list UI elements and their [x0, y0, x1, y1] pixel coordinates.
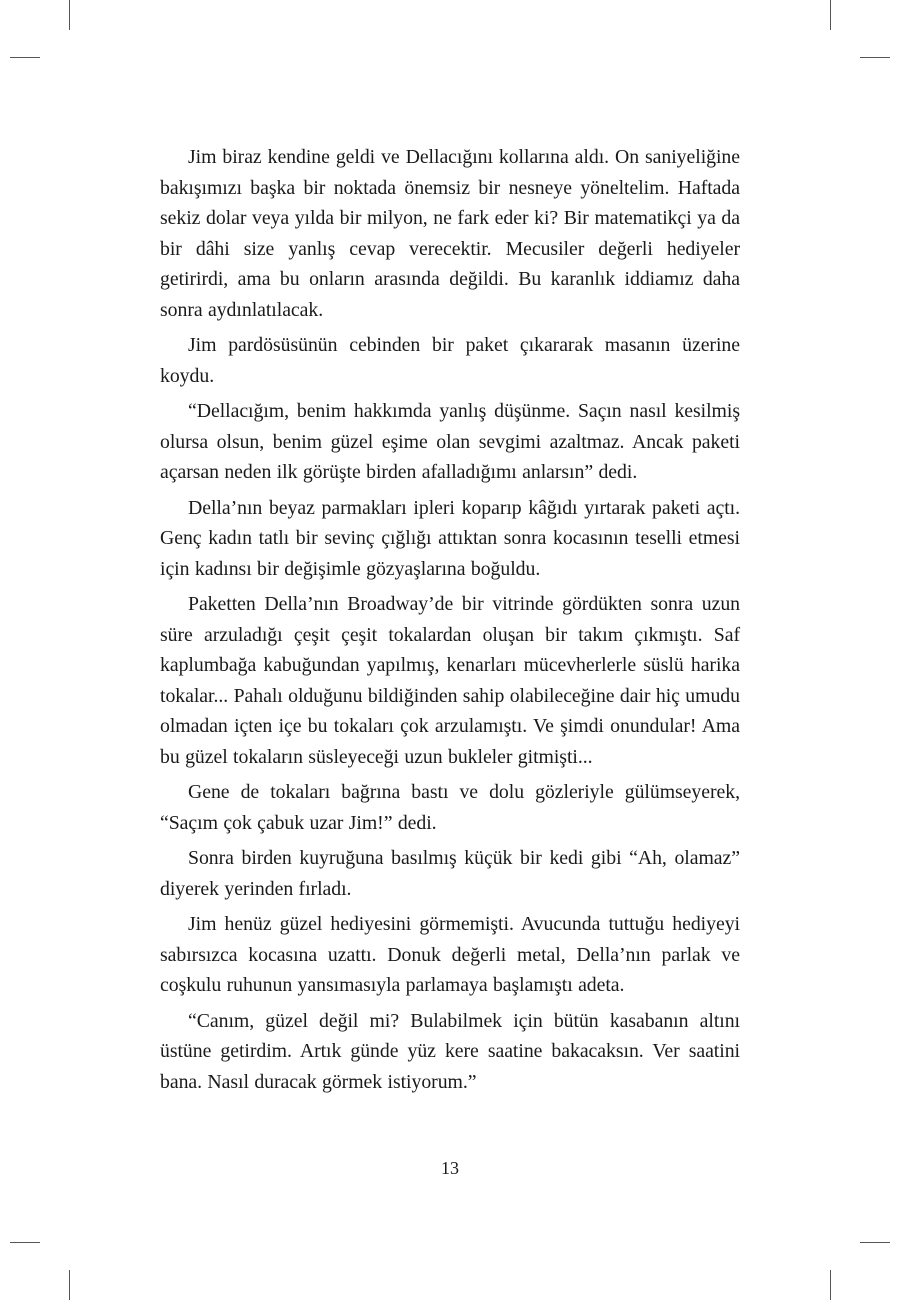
paragraph: Jim henüz güzel hediyesini görmemişti. Avucunda tuttuğu hediyeyi sabırsızca kocasına uzattı. Donuk değerli metal, Della’nın parlak ve coşkulu ruhunun yansımasıyla parlamaya başlamıştı adeta. — [160, 913, 740, 996]
crop-mark-left-bottom — [10, 1242, 40, 1243]
crop-mark-top-right — [830, 0, 831, 30]
crop-mark-left-top — [10, 57, 40, 58]
paragraph: Della’nın beyaz parmakları ipleri koparıp kâğıdı yırtarak paketi açtı. Genç kadın tatlı bir sevinç çığlığı attıktan sonra kocasının teselli etmesi için kadınsı bir değişimle gözyaşlarına boğuldu. — [160, 496, 740, 580]
paragraph: “Dellacığım, benim hakkımda yanlış düşünme. Saçın nasıl kesilmiş olursa olsun, benim güzel eşime olan sevgimi azaltmaz. Ancak paketi açarsan neden ilk görüşte birden afalladığımı anlarsın” dedi. — [160, 400, 740, 483]
paragraph: Gene de tokaları bağrına bastı ve dolu gözleriyle gülümseyerek, “Saçım çok çabuk uzar Jim!” dedi. — [160, 781, 740, 834]
crop-mark-top-left — [69, 0, 70, 30]
crop-mark-right-top — [860, 57, 890, 58]
paragraph: “Canım, güzel değil mi? Bulabilmek için bütün kasabanın altını üstüne getirdim. Artık günde yüz kere saatine bakacaksın. Ver saatini bana. Nasıl duracak görmek istiyorum.” — [160, 1009, 740, 1093]
paragraph: Sonra birden kuyruğuna basılmış küçük bir kedi gibi “Ah, olamaz” diyerek yerinden fırladı. — [160, 847, 740, 900]
crop-mark-bottom-right — [830, 1270, 831, 1300]
crop-mark-right-bottom — [860, 1242, 890, 1243]
page-number: 13 — [441, 1158, 459, 1178]
crop-mark-bottom-left — [69, 1270, 70, 1300]
paragraph: Jim biraz kendine geldi ve Dellacığını kollarına aldı. On saniyeliğine bakışımızı başka bir noktada önemsiz bir nesneye yöneltelim. Haftada sekiz dolar veya yılda bir milyon, ne fark eder ki? Bir matematikçi ya da bir dâhi size yanlış cevap verecektir. Mecusiler değerli hediyeler getirirdi, ama bu onların arasında değildi. Bu karanlık iddiamız daha sonra aydınlatılacak. — [160, 146, 740, 321]
body-text — [160, 142, 740, 1102]
paragraph: Jim pardösüsünün cebinden bir paket çıkararak masanın üzerine koydu. — [160, 334, 740, 387]
paragraph: Paketten Della’nın Broadway’de bir vitrinde gördükten sonra uzun süre arzuladığı çeşit çeşit tokalardan oluşan bir takım çıkmıştı. Saf kaplumbağa kabuğundan yapılmış, kenarları mücevherlerle süslü harika tokalar... Pahalı olduğunu bildiğinden sahip olabileceğine dair hiç umudu olmadan içten içe bu tokaları çok arzulamıştı. Ve şimdi onundular! Ama bu güzel tokaların süsleyeceği uzun bukleler gitmişti... — [160, 593, 740, 768]
